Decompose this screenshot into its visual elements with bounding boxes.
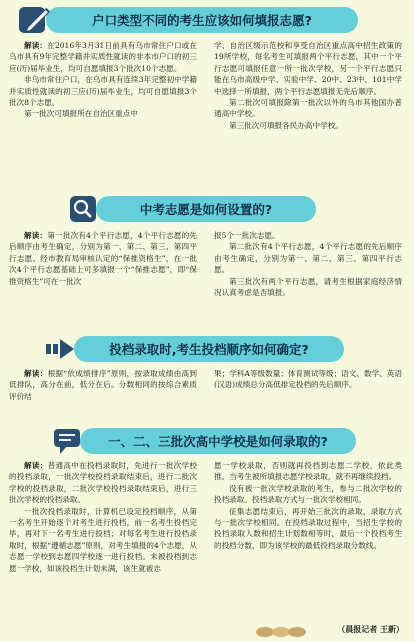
paragraph: 一批次投档录取时，计算机已设定投档顺序，从第一名考生开始逐个对考生进行投档，前一名考生投档完毕，再对下一名考生进行投档；对每名考生进行投档录取时，根据“遵循志愿”原则，对考生填报的4个志愿，从志愿一学校到志愿四学校逐一进行投档。未被投档到志愿一学校，如该投档生计划未满，该生就被志 (9, 506, 197, 573)
paragraph-text: 普通高中在投档录取时，先进行一批次学校的投档录取，一批次学校投档录取结束后，进行二批次学校的投档录取，二批次学校投档录取结束后，进行三批次学校的投档录取。 (9, 461, 198, 505)
paragraph: 解读：第一批次有4个平行志愿，4个平行志愿的先后顺序由考生确定，分别为第一、第二、第三、第四平行志愿。经市教育局审核认定的“保推资格生”，在一批次4个平行志愿基础上可多填报一个“保推志愿”，即“保推资格生”可在一批次 (9, 231, 197, 286)
right-column (214, 230, 402, 298)
right-column (214, 40, 402, 131)
paragraph: 第三批次有两个平行志愿，请考生根据家庭经济情况认真考虑是否填报。 (214, 276, 402, 298)
section-body-4 (9, 460, 405, 625)
magnifier-icon (66, 190, 106, 228)
paragraph-text: 根据“依成绩排序”原则，按录取成绩由高到低排队，高分在前，低分在后。分数相同的按综合素质评价结 (9, 369, 198, 401)
section-title: 一、二、三批次高中学校是如何录取的? (108, 434, 328, 449)
section-header-1 (46, 7, 358, 33)
section-title: 中考志愿是如何设置的? (139, 202, 273, 217)
paragraph: 没有被一批次学校录取的考生，参与二批次学校的投档录取。投档录取方式与一批次学校相同。 (214, 483, 402, 505)
right-column (214, 460, 402, 551)
paragraph: 第一批次可填报所在自治区重点中 (24, 109, 138, 119)
left-column (9, 460, 197, 574)
section-title: 投档录取时,考生投档顺序如何确定? (109, 342, 309, 357)
paragraph: 果；学科A等级数量；体育测试等级；语文、数学、英语(汉语)成绩总分高低排定投档的先后顺序。 (214, 369, 402, 390)
paragraph: 征集志愿结束后，再开始三批次的录取，录取方式与一批次学校相同。在投档录取过程中，当招生学校的投档录取人数和招生计划数相等时，最后一个投档考生的投档分数，即为该学校的最低投档录取分数线。 (214, 506, 402, 550)
section-header-4 (80, 428, 356, 454)
paragraph: 解读：普通高中在投档录取时，先进行一批次学校的投档录取，一批次学校投档录取结束后，进行二批次学校的投档录取，二批次学校投档录取结束后，进行三批次学校的投档录取。 (9, 461, 198, 505)
right-column (214, 368, 402, 391)
left-column (9, 368, 197, 402)
left-column (9, 230, 197, 287)
paragraph: 第三批次可填报各民办高中学校。 (229, 120, 343, 130)
paragraph: 第二批次有4个平行志愿，4个平行志愿的先后顺序由考生确定，分别为第一、第二、第三、第四平行志愿。 (214, 242, 402, 275)
chat-bubble-icon (50, 422, 90, 460)
section-body-1 (9, 40, 405, 190)
paragraph: 解读：根据“依成绩排序”原则，按录取成绩由高到低排队，高分在前，低分在后。分数相同的按综合素质评价结 (9, 369, 198, 401)
decorative-flourish (255, 624, 310, 638)
pencil-icon (16, 1, 56, 39)
paragraph: 学、自治区级示范校和享受自治区重点高中招生政策的19所学校，每名考生可填报两个平行志愿，其中一个平行志愿可填报任意一所一批次学校，另一个平行志愿只能在乌市高级中学、实验中学、20中、23中、101中学中选择一所填报，两个平行志愿填报无先后顺序。 (214, 41, 402, 96)
paragraph-text: 第一批次有4个平行志愿，4个平行志愿的先后顺序由考生确定，分别为第一、第二、第三、第四平行志愿。经市教育局审核认定的“保推资格生”，在一批次4个平行志愿基础上可多填报一个“保推志愿”，即“保推资格生”可在一批次 (9, 231, 197, 286)
paragraph: 非乌市常住户口，在乌市具有连续3年完整初中学籍并实质性就读的初三应(历)届毕业生，均可自愿填报3个批次8个志愿。 (9, 75, 197, 108)
arrow-icon (44, 330, 84, 368)
paragraph: 愿一学校录取，否则就再投档到志愿二学校，依此类推。当考生被所填报志愿学校录取，就不再继续投档。 (214, 461, 402, 482)
reporter-credit: （晨报记者 王新） (337, 625, 404, 634)
paragraph-text: 在2016年3月31日前具有乌市常住户口或在乌市具有9年完整学籍并实质性就读的非本市户口的初三应(历)届毕业生，均可自愿填报3个批次10个志愿。 (9, 41, 197, 73)
paragraph: 报5个一批次志愿。 (214, 231, 280, 240)
paragraph: 解读：在2016年3月31日前具有乌市常住户口或在乌市具有9年完整学籍并实质性就读的非本市户口的初三应(历)届毕业生，均可自愿填报3个批次10个志愿。 (9, 41, 197, 73)
paragraph: 第二批次可填报除第一批次以外的乌市其他国办普通高中学校。 (214, 98, 402, 119)
section-title: 户口类型不同的考生应该如何填报志愿? (92, 13, 312, 28)
section-header-3 (74, 336, 344, 362)
section-body-2 (9, 230, 405, 310)
left-column (9, 40, 197, 120)
section-header-2 (96, 196, 316, 222)
section-body-3 (9, 368, 405, 408)
